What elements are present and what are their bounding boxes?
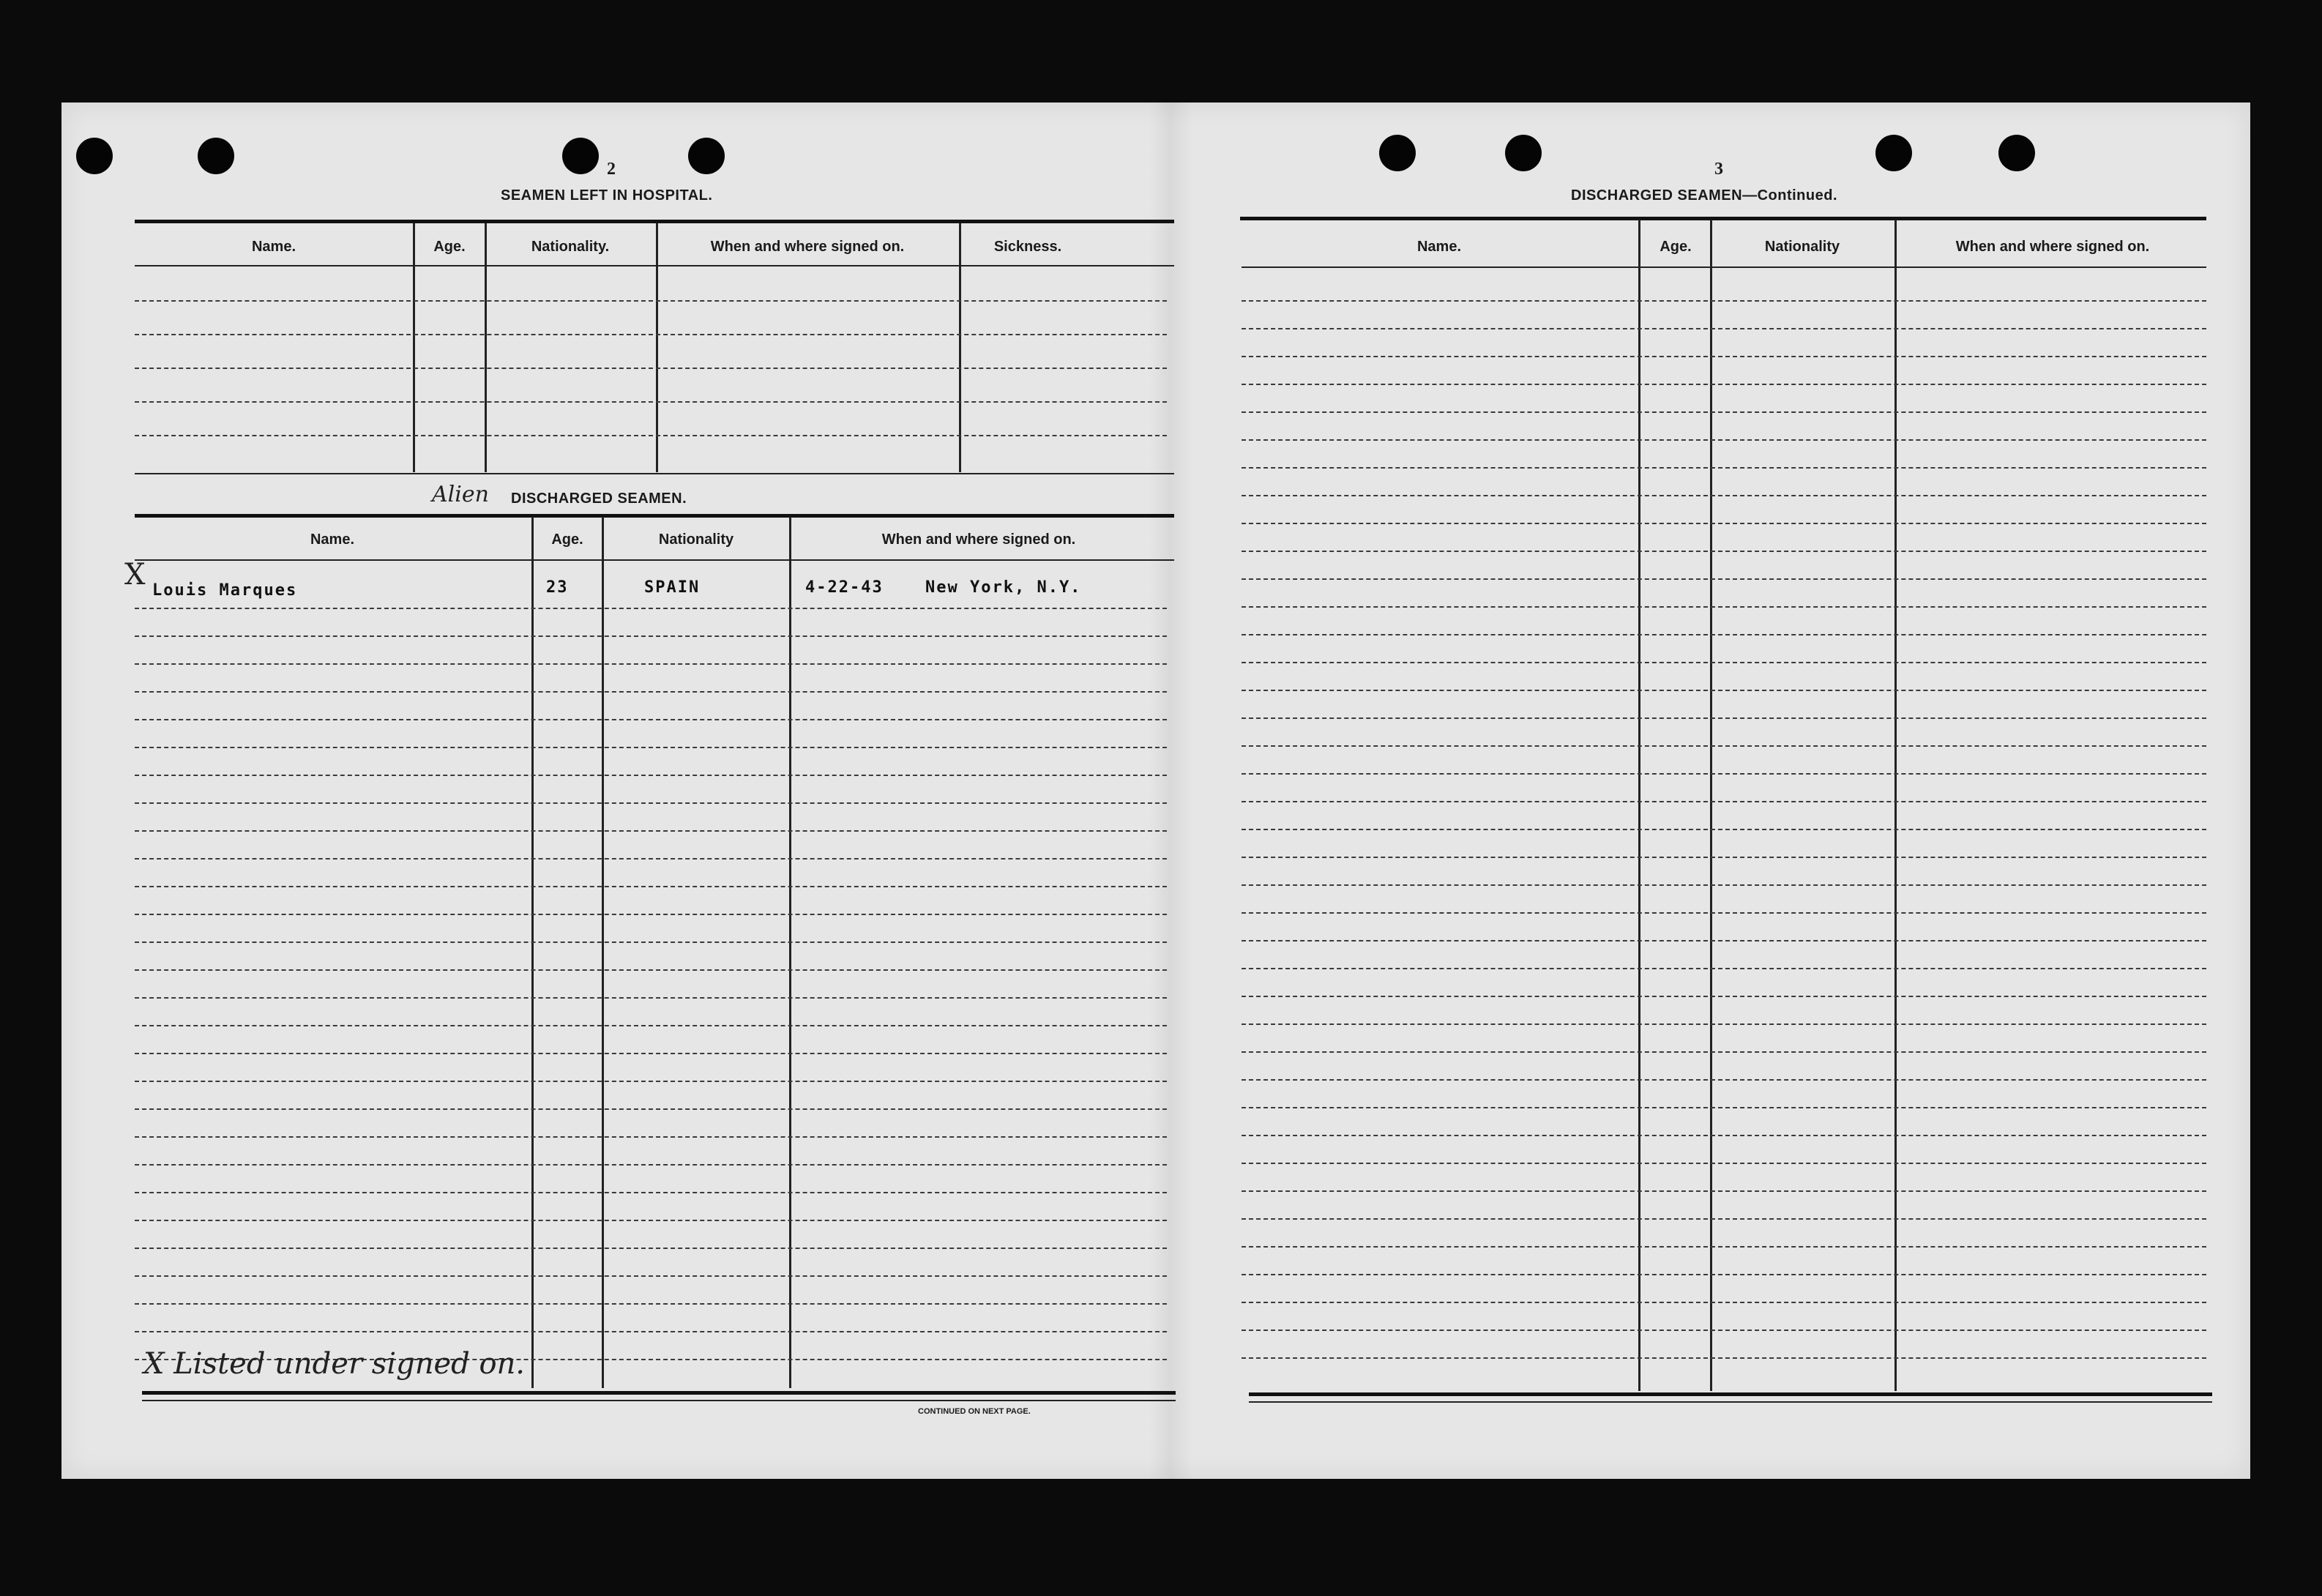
- document-sheet: [61, 102, 2250, 1479]
- continued-col-age: Age.: [1660, 239, 1692, 255]
- hospital-section-title: SEAMEN LEFT IN HOSPITAL.: [501, 187, 713, 204]
- punch-hole: [1379, 135, 1416, 171]
- hospital-col-sickness: Sickness.: [993, 239, 1062, 255]
- continued-col-signed-on: When and where signed on.: [1955, 239, 2150, 255]
- row-check-mark: X: [124, 558, 146, 592]
- hospital-col-nationality: Nationality.: [531, 239, 610, 255]
- discharged-col-age: Age.: [551, 532, 583, 548]
- row-nationality: SPAIN: [644, 578, 701, 597]
- center-fold: [1149, 102, 1192, 1479]
- punch-hole: [562, 138, 599, 174]
- row-name: Louis Marques: [152, 581, 298, 600]
- punch-hole: [198, 138, 234, 174]
- row-age: 23: [546, 578, 569, 597]
- continued-col-nationality: Nationality: [1764, 239, 1840, 255]
- continued-footer: CONTINUED ON NEXT PAGE.: [918, 1407, 1031, 1416]
- page-number-right: 3: [1714, 160, 1723, 179]
- discharged-continued-title: DISCHARGED SEAMEN—Continued.: [1571, 187, 1837, 204]
- discharged-col-nationality: Nationality: [658, 532, 734, 548]
- punch-hole: [688, 138, 725, 174]
- continued-col-name: Name.: [1416, 239, 1462, 255]
- punch-hole: [76, 138, 113, 174]
- handwritten-note: X Listed under signed on.: [143, 1347, 526, 1381]
- page-number-left: 2: [607, 160, 616, 179]
- punch-hole: [1875, 135, 1912, 171]
- discharged-col-name: Name.: [310, 532, 355, 548]
- hospital-col-name: Name.: [251, 239, 296, 255]
- discharged-col-signed-on: When and where signed on.: [881, 532, 1076, 548]
- row-date: 4-22-43: [805, 578, 884, 597]
- alien-annotation: Alien: [432, 482, 489, 507]
- hospital-col-signed-on: When and where signed on.: [710, 239, 905, 255]
- hospital-col-age: Age.: [433, 239, 466, 255]
- row-place: New York, N.Y.: [925, 578, 1082, 597]
- punch-hole: [1998, 135, 2035, 171]
- discharged-section-title: DISCHARGED SEAMEN.: [511, 491, 687, 507]
- punch-hole: [1505, 135, 1542, 171]
